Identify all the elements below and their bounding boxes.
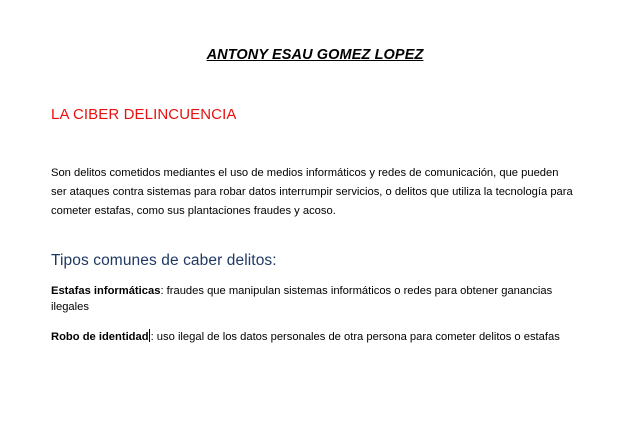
list-item — [51, 284, 576, 315]
item-description: : fraudes que manipulan sistemas informáticos o redes para obtener ganancias ilegales — [51, 285, 553, 313]
item-term: Estafas informáticas — [51, 285, 161, 297]
list-item — [51, 329, 576, 346]
intro-paragraph: Son delitos cometidos mediantes el uso de medios informáticos y redes de comunicación, que pueden ser ataques contra sistemas para robar datos interrumpir servicios, o delitos que utiliza la tecnología para cometer estafas, como sus plantaciones fraudes y acoso. — [51, 167, 573, 217]
item-description: : uso ilegal de los datos personales de otra persona para cometer delitos o estafas — [150, 331, 560, 343]
document-title: LA CIBER DELINCUENCIA — [51, 106, 237, 123]
author-name: ANTONY ESAU GOMEZ LOPEZ — [206, 47, 424, 63]
section-heading: Tipos comunes de caber delitos: — [51, 252, 277, 269]
item-term: Robo de identidad — [51, 331, 149, 343]
